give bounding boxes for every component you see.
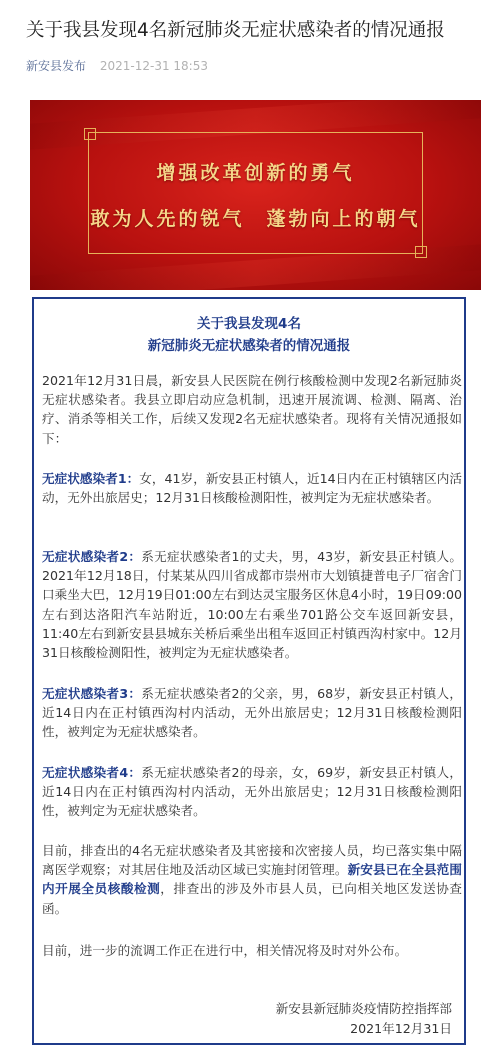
case-label-4: 无症状感染者4：: [42, 765, 142, 780]
banner-image: [30, 100, 481, 290]
notice-title-line2: 新冠肺炎无症状感染者的情况通报: [147, 338, 351, 354]
case-paragraph-1: [42, 469, 462, 507]
intro-paragraph: 2021年12月31日晨，新安县人民医院在例行核酸检测中发现2名新冠肺炎无症状感染者。我县立即启动应急机制，迅速开展流调、检测、隔离、治疗、消杀等相关工作，后续又发现2名无症状感染者。现将有关情况通报如下：: [42, 373, 462, 446]
banner-slogan-line1: 增强改革创新的勇气: [156, 162, 355, 184]
closing-paragraph: 目前，进一步的流调工作正在进行中，相关情况将及时对外公布。: [42, 943, 408, 958]
case-label-1: 无症状感染者1：: [42, 471, 140, 486]
case-paragraph-4: [42, 763, 462, 821]
case-paragraph-3: [42, 684, 462, 742]
notice-title: [34, 313, 464, 357]
issuer-signature: 新安县新冠肺炎疫情防控指挥部: [275, 1001, 452, 1016]
case-text-4: 系无症状感染者2的母亲，女，69岁，新安县正村镇人，近14日内在正村镇西沟村内活动，无外出旅居史；12月31日核酸检测阳性，被判定为无症状感染者。: [42, 765, 462, 819]
publish-time: 2021-12-31 18:53: [99, 59, 208, 73]
case-label-3: 无症状感染者3：: [42, 686, 142, 701]
account-name-link[interactable]: 新安县发布: [26, 59, 87, 73]
article-meta: [26, 58, 208, 74]
article-title: 关于我县发现4名新冠肺炎无症状感染者的情况通报: [26, 20, 445, 41]
measures-text-end: ，排查出的涉及外市县人员，已向相关地区发送协查函。: [42, 881, 463, 916]
measures-highlight: 新安县已在全县范围内开展全员核酸检测: [42, 862, 463, 897]
banner-frame: [88, 132, 423, 254]
case-text-1: 女，41岁，新安县正村镇人，近14日内在正村镇辖区内活动，无外出旅居史；12月31日核酸检测阳性，被判定为无症状感染者。: [42, 471, 462, 506]
notice-title-line1: 关于我县发现4名: [197, 316, 301, 332]
notice-box: [32, 297, 466, 1045]
measures-paragraph: [42, 841, 462, 918]
case-text-3: 系无症状感染者2的父亲，男，68岁，新安县正村镇人，近14日内在正村镇西沟村内活动，无外出旅居史；12月31日核酸检测阳性，被判定为无症状感染者。: [42, 686, 462, 740]
banner-slogan-line2: 敢为人先的锐气 蓬勃向上的朝气: [90, 208, 421, 230]
case-paragraph-2: [42, 547, 462, 662]
case-text-2: 系无症状感染者1的丈夫，男，43岁，新安县正村镇人。2021年12月18日，付某某从四川省成都市崇州市大划镇捷普电子厂宿舍门口乘坐大巴，12月19日01:00左右到达灵宝服务区休息4小时，19日09:00左右到达洛阳汽车站附近，10:00左右乘坐701路公交车返回新安县，11:40左右到新安县县城东关桥后乘坐出租车返回正村镇西沟村家中。12月31日核酸检测阳性，被判定为无症状感染者。: [42, 549, 462, 661]
issue-date: 2021年12月31日: [350, 1021, 452, 1036]
case-label-2: 无症状感染者2：: [42, 549, 142, 564]
measures-text: 目前，排查出的4名无症状感染者及其密接和次密接人员，均已落实集中隔离医学观察；对其居住地及活动区域已实施封闭管理。: [42, 843, 462, 878]
